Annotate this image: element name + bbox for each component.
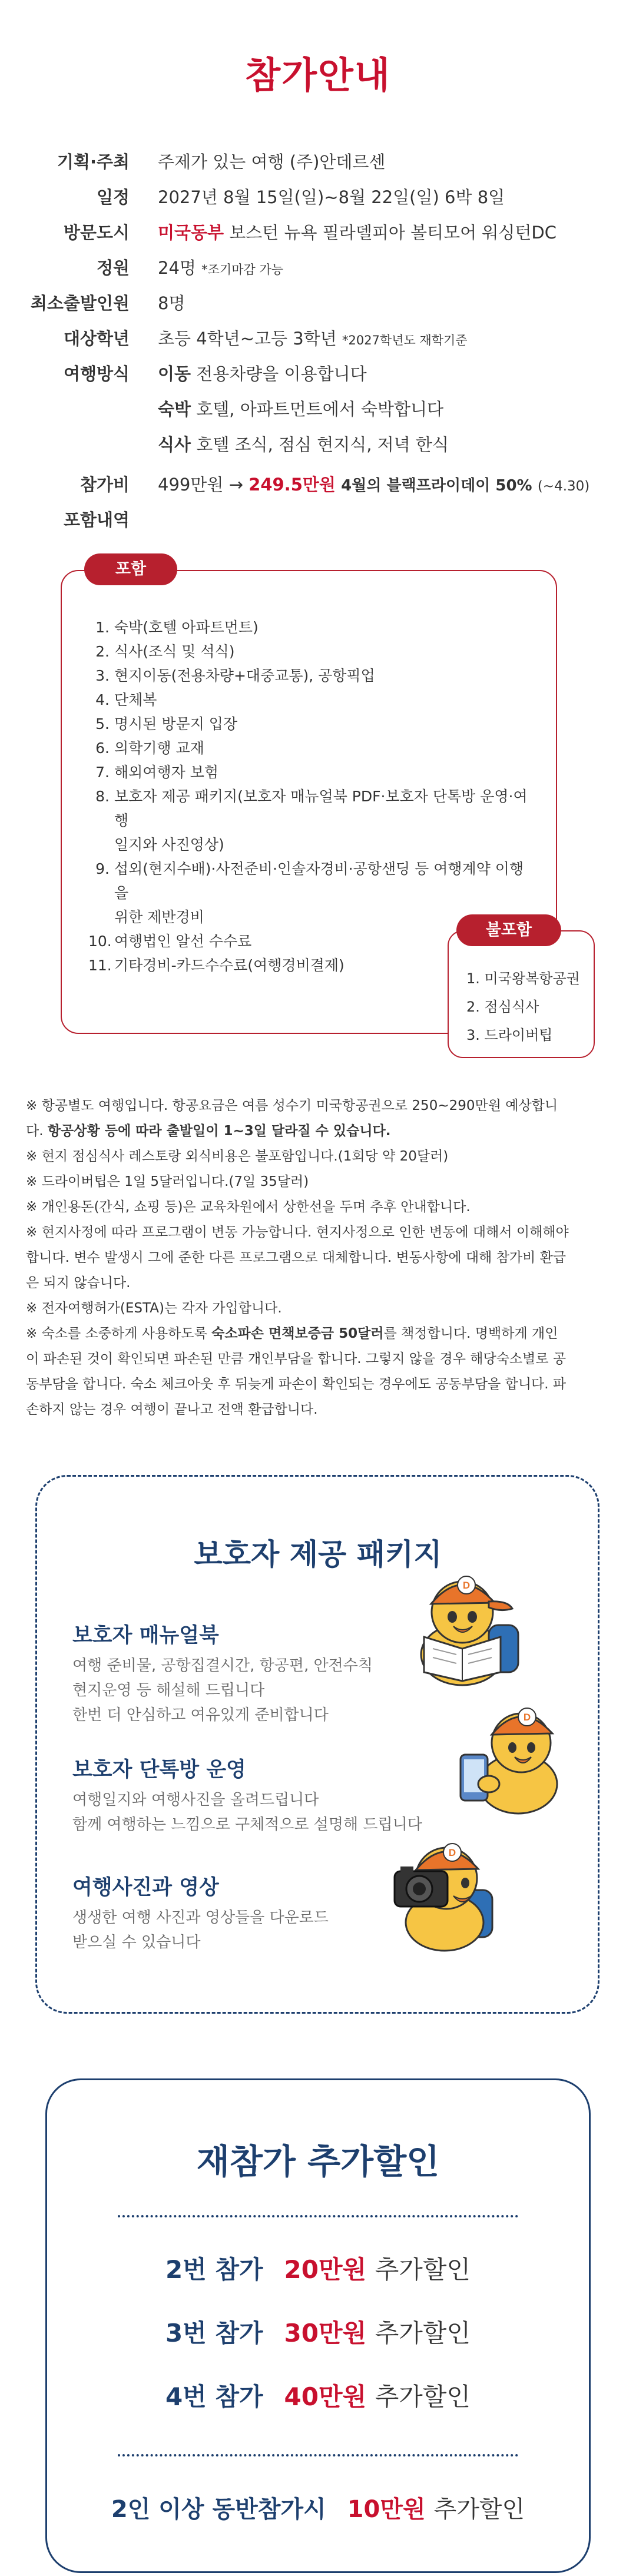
method-key: 이동 bbox=[158, 364, 191, 384]
info-value bbox=[158, 396, 443, 423]
cap-letter: D bbox=[448, 1847, 456, 1858]
info-value bbox=[158, 219, 556, 246]
cap-letter: D bbox=[523, 1712, 531, 1723]
info-label: 참가비 bbox=[80, 475, 130, 495]
info-row-schedule bbox=[0, 184, 636, 211]
list-item: 1. 숙박(호텔 아파트먼트) bbox=[95, 619, 259, 636]
info-value: 2027년 8월 15일(일)~8월 22일(일) 6박 8일 bbox=[158, 187, 505, 207]
list-item: 4. 단체복 bbox=[95, 691, 157, 708]
info-value bbox=[158, 471, 589, 500]
info-label: 정원 bbox=[96, 258, 130, 278]
note-line: 동부담을 합니다. 숙소 체크아웃 후 뒤늦게 파손이 확인되는 경우에도 공동부담을 합니다. 파 bbox=[26, 1377, 567, 1392]
package-title: 보호자 제공 패키지 bbox=[194, 1537, 442, 1572]
price-period: (~4.30) bbox=[537, 479, 590, 494]
note-line: ※ 현지사정에 따라 프로그램이 변동 가능합니다. 현지사정으로 인한 변동에 대해서 이해해야 bbox=[26, 1225, 569, 1240]
list-item: 2. 점심식사 bbox=[466, 999, 539, 1015]
list-item: 9. 섭외(현지수배)·사전준비·인솔자경비·공항샌딩 등 여행계약 이행을 위한 제반경비 bbox=[95, 860, 524, 926]
note-line: ※ 숙소를 소중하게 사용하도록 숙소파손 면책보증금 50달러를 책정합니다. 명백하게 개인 bbox=[26, 1326, 558, 1341]
list-item: 1. 미국왕복항공권 bbox=[466, 970, 580, 987]
method-value: 호텔 조식, 점심 현지식, 저녁 한식 bbox=[196, 435, 449, 455]
info-label: 일정 bbox=[96, 187, 130, 207]
price-original: 499만원 bbox=[158, 475, 224, 495]
list-item: 2. 식사(조식 및 석식) bbox=[95, 643, 235, 660]
info-row-cities bbox=[0, 219, 636, 246]
group-discount-row: 2인 이상 동반참가시 10만원 추가할인 bbox=[111, 2496, 525, 2523]
capacity-value: 24명 bbox=[158, 258, 196, 278]
list-item: 7. 해외여행자 보험 bbox=[95, 764, 218, 781]
info-label: 방문도시 bbox=[63, 223, 130, 243]
info-value bbox=[158, 254, 283, 283]
info-row-organizer bbox=[0, 148, 636, 175]
package-heading-photo: 여행사진과 영상 bbox=[72, 1876, 219, 1899]
note-line: 손하지 않는 경우 여행이 끝나고 전액 환급합니다. bbox=[26, 1402, 318, 1417]
info-row-grade bbox=[0, 325, 636, 352]
info-value bbox=[158, 360, 367, 387]
grade-value: 초등 4학년~고등 3학년 bbox=[158, 329, 337, 349]
info-row-price bbox=[0, 471, 636, 498]
method-key: 숙박 bbox=[158, 399, 191, 419]
info-row-capacity bbox=[0, 254, 636, 281]
list-item: 8. 보호자 제공 패키지(보호자 매뉴얼북 PDF·보호자 단톡방 운영·여행 일지와 사진영상) bbox=[95, 788, 528, 853]
package-heading-manual: 보호자 매뉴얼북 bbox=[72, 1624, 219, 1647]
note-line: 이 파손된 것이 확인되면 파손된 만큼 개인부담을 합니다. 그렇지 않을 경우 해당숙소별로 공 bbox=[26, 1351, 567, 1367]
note-line: ※ 현지 점심식사 레스토랑 외식비용은 불포함입니다.(1회당 약 20달러) bbox=[26, 1149, 449, 1164]
price-promo: 4월의 블랙프라이데이 50% bbox=[341, 477, 532, 495]
notes bbox=[26, 1093, 612, 1423]
divider bbox=[118, 2215, 518, 2217]
capacity-note: *조기마감 가능 bbox=[201, 263, 284, 277]
divider bbox=[118, 2454, 518, 2456]
info-label: 대상학년 bbox=[63, 329, 130, 349]
city-list: 보스턴 뉴욕 필라델피아 볼티모어 워싱턴DC bbox=[229, 223, 556, 243]
note-line: ※ 전자여행허가(ESTA)는 각자 가입합니다. bbox=[26, 1301, 282, 1316]
discount-row: 4번 참가 40만원 추가할인 bbox=[165, 2382, 471, 2411]
info-row-includes bbox=[0, 506, 636, 533]
method-key: 식사 bbox=[158, 435, 191, 455]
include-pill: 포함 bbox=[84, 553, 177, 585]
duck-camera-icon bbox=[377, 1825, 506, 1955]
list-item: 5. 명시된 방문지 입장 bbox=[95, 715, 238, 732]
list-item: 3. 현지이동(전용차량+대중교통), 공항픽업 bbox=[95, 667, 375, 684]
discount-row: 3번 참가 30만원 추가할인 bbox=[165, 2319, 471, 2348]
note-line: ※ 드라이버팁은 1일 5달러입니다.(7일 35달러) bbox=[26, 1174, 309, 1189]
info-value bbox=[158, 325, 468, 354]
note-line: ※ 항공별도 여행입니다. 항공요금은 여름 성수기 미국항공권으로 250~290만원 예상합니 bbox=[26, 1098, 558, 1113]
exclude-list bbox=[466, 964, 580, 1049]
package-desc-photo: 생생한 여행 사진과 영상들을 다운로드 받으실 수 있습니다 bbox=[72, 1909, 329, 1951]
page-title: 참가안내 bbox=[245, 54, 391, 97]
note-line: ※ 개인용돈(간식, 쇼핑 등)은 교육차원에서 상한선을 두며 추후 안내합니다. bbox=[26, 1199, 471, 1215]
method-value: 전용차량을 이용합니다 bbox=[196, 364, 367, 384]
price-sale: 249.5만원 bbox=[249, 475, 336, 495]
duck-holding-phone-icon bbox=[448, 1696, 577, 1819]
info-label: 여행방식 bbox=[63, 364, 130, 384]
info-value bbox=[158, 431, 449, 458]
note-line: 은 되지 않습니다. bbox=[26, 1275, 131, 1291]
cap-letter: D bbox=[462, 1580, 471, 1591]
info-label: 최소출발인원 bbox=[30, 293, 130, 313]
note-line: 다. 항공상황 등에 따라 출발일이 1~3일 달라질 수 있습니다. bbox=[26, 1123, 391, 1139]
method-value: 호텔, 아파트먼트에서 숙박합니다 bbox=[196, 399, 444, 419]
package-desc-manual: 여행 준비물, 공항집결시간, 항공편, 안전수칙 현지운영 등 해설해 드립니다 한번 더 안심하고 여유있게 준비합니다 bbox=[72, 1657, 373, 1724]
package-desc-chat: 여행일지와 여행사진을 올려드립니다 함께 여행하는 느낌으로 구체적으로 설명해 드립니다 bbox=[72, 1791, 422, 1834]
list-item: 3. 드라이버팁 bbox=[466, 1027, 553, 1043]
info-value: 8명 bbox=[158, 293, 186, 313]
list-item: 11. 기타경비-카드수수료(여행경비결제) bbox=[88, 957, 344, 974]
price-arrow: → bbox=[228, 475, 243, 495]
info-row-method-2 bbox=[0, 396, 636, 423]
package-heading-chat: 보호자 단톡방 운영 bbox=[72, 1758, 246, 1782]
grade-note: *2027학년도 재학기준 bbox=[342, 333, 468, 347]
exclude-pill: 불포함 bbox=[456, 914, 561, 946]
info-value: 주제가 있는 여행 (주)안데르센 bbox=[158, 152, 386, 172]
list-item: 10. 여행법인 알선 수수료 bbox=[88, 933, 252, 950]
discount-row: 2번 참가 20만원 추가할인 bbox=[165, 2255, 471, 2284]
info-row-minimum bbox=[0, 290, 636, 317]
region-highlight: 미국동부 bbox=[158, 223, 224, 243]
duck-reading-book-icon bbox=[400, 1560, 524, 1690]
info-label: 포함내역 bbox=[63, 510, 130, 530]
info-row-method bbox=[0, 360, 636, 387]
rejoin-title: 재참가 추가할인 bbox=[196, 2141, 440, 2182]
note-line: 합니다. 변수 발생시 그에 준한 다른 프로그램으로 대체합니다. 변동사항에 대해 참가비 환급 bbox=[26, 1250, 567, 1265]
list-item: 6. 의학기행 교재 bbox=[95, 740, 204, 757]
info-row-method-3 bbox=[0, 431, 636, 458]
info-label: 기획·주최 bbox=[57, 152, 130, 172]
